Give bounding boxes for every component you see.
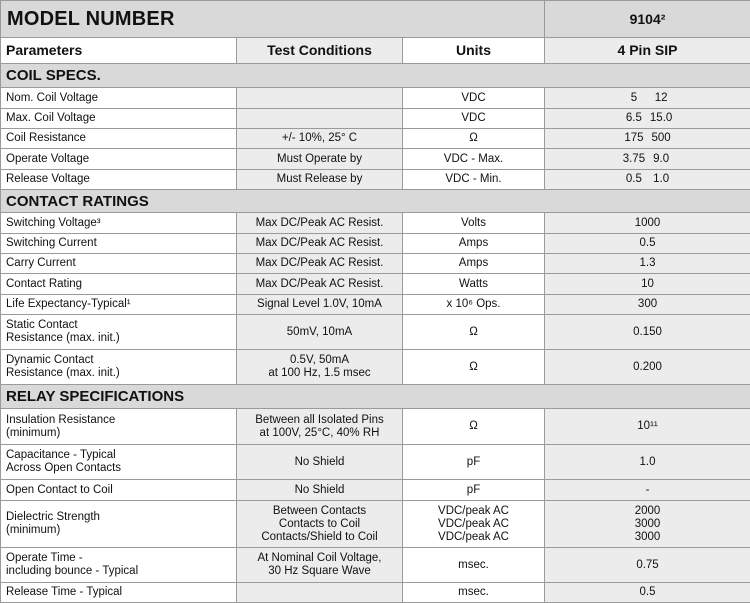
value-cell: 10 [545, 274, 750, 295]
condition-line: Between all Isolated Pins [255, 413, 384, 426]
section-relay-specifications [1, 385, 750, 409]
value-a: 3.75 [622, 152, 646, 165]
value-cell: 1000 [545, 213, 750, 234]
units-cell: Watts [403, 274, 545, 295]
condition-cell: Max DC/Peak AC Resist. [237, 274, 403, 295]
units-cell: msec. [403, 583, 545, 603]
value-b: 500 [651, 132, 671, 144]
param-line: (minimum) [6, 524, 61, 536]
param-cell: Max. Coil Voltage [1, 109, 237, 129]
param-cell: Contact Rating [1, 274, 237, 295]
units-cell: Ω [403, 350, 545, 385]
param-cell [1, 315, 237, 350]
table-row [1, 548, 750, 583]
units-cell: Ω [403, 409, 545, 445]
param-cell: Operate Voltage [1, 149, 237, 170]
param-line: Resistance (max. init.) [6, 332, 120, 344]
section-contact-ratings [1, 190, 750, 213]
param-cell: Coil Resistance [1, 129, 237, 149]
table-row [1, 129, 750, 149]
section-coil-specs [1, 64, 750, 88]
value-cell: 0.75 [545, 548, 750, 583]
units-cell: Ω [403, 315, 545, 350]
param-line: including bounce - Typical [6, 565, 139, 577]
value-a: 6.5 [625, 112, 642, 124]
condition-line: at 100 Hz, 1.5 msec [268, 367, 371, 379]
value-b: 15.0 [649, 112, 673, 124]
table-row [1, 109, 750, 129]
units-cell: Volts [403, 213, 545, 234]
value-cell: 1.0 [545, 445, 750, 480]
units-cell: pF [403, 445, 545, 480]
condition-cell [237, 109, 403, 129]
param-line: Across Open Contacts [6, 462, 122, 474]
value-line: 3000 [634, 530, 661, 543]
value-cell [545, 129, 750, 149]
value-a: 175 [624, 132, 644, 144]
value-a: 0.5 [625, 173, 642, 185]
value-cell: 0.150 [545, 315, 750, 350]
param-cell: Nom. Coil Voltage [1, 88, 237, 109]
column-header-row [1, 38, 750, 64]
table-row [1, 350, 750, 385]
table-row [1, 213, 750, 234]
value-cell: 300 [545, 295, 750, 315]
condition-line: At Nominal Coil Voltage, [257, 552, 382, 564]
param-line: Insulation Resistance [6, 413, 116, 426]
param-cell [1, 548, 237, 583]
header-parameters: Parameters [1, 38, 237, 64]
value-line: 3000 [634, 517, 661, 530]
section-title: RELAY SPECIFICATIONS [1, 385, 750, 409]
units-cell: msec. [403, 548, 545, 583]
value-cell: 0.5 [545, 583, 750, 603]
table-row [1, 149, 750, 170]
param-cell: Release Time - Typical [1, 583, 237, 603]
table-row [1, 254, 750, 274]
table-row [1, 445, 750, 480]
value-cell: 0.200 [545, 350, 750, 385]
condition-cell: No Shield [237, 480, 403, 501]
condition-line: Between Contacts [272, 504, 367, 517]
value-cell [545, 109, 750, 129]
value-cell [545, 170, 750, 190]
param-cell [1, 501, 237, 548]
param-cell [1, 409, 237, 445]
units-cell: VDC [403, 88, 545, 109]
value-cell [545, 501, 750, 548]
condition-cell: No Shield [237, 445, 403, 480]
units-cell: Ω [403, 129, 545, 149]
param-cell [1, 445, 237, 480]
value-cell [545, 88, 750, 109]
units-cell: VDC - Max. [403, 149, 545, 170]
value-cell: - [545, 480, 750, 501]
condition-line: Contacts/Shield to Coil [261, 530, 378, 543]
condition-cell: Max DC/Peak AC Resist. [237, 254, 403, 274]
param-line: Resistance (max. init.) [6, 367, 120, 379]
condition-cell [237, 88, 403, 109]
param-line: Static Contact [6, 319, 78, 331]
condition-cell: +/- 10%, 25° C [237, 129, 403, 149]
value-b: 1.0 [653, 173, 670, 185]
units-cell: VDC - Min. [403, 170, 545, 190]
header-package: 4 Pin SIP [545, 38, 750, 64]
value-cell: 10¹¹ [545, 409, 750, 445]
condition-cell: Signal Level 1.0V, 10mA [237, 295, 403, 315]
section-title: CONTACT RATINGS [1, 190, 750, 213]
condition-cell [237, 350, 403, 385]
units-cell: Amps [403, 254, 545, 274]
table-row [1, 295, 750, 315]
param-line: Operate Time - [6, 552, 83, 564]
value-cell [545, 149, 750, 170]
value-a: 5 [630, 91, 638, 104]
condition-cell: Max DC/Peak AC Resist. [237, 213, 403, 234]
table-row [1, 501, 750, 548]
param-cell: Switching Current [1, 234, 237, 254]
table-row [1, 315, 750, 350]
value-line: 2000 [634, 504, 661, 517]
table-row [1, 583, 750, 603]
condition-line: 30 Hz Square Wave [268, 565, 371, 577]
table-row [1, 480, 750, 501]
condition-cell: Must Operate by [237, 149, 403, 170]
table-row [1, 170, 750, 190]
header-test-conditions: Test Conditions [237, 38, 403, 64]
units-cell: Amps [403, 234, 545, 254]
param-cell [1, 350, 237, 385]
model-number-value: 9104² [545, 1, 750, 38]
value-b: 12 [654, 91, 668, 104]
condition-line: at 100V, 25°C, 40% RH [259, 426, 380, 439]
units-cell: x 10⁶ Ops. [403, 295, 545, 315]
title-row [1, 1, 750, 38]
condition-cell [237, 501, 403, 548]
units-cell: pF [403, 480, 545, 501]
header-units: Units [403, 38, 545, 64]
param-line: Dielectric Strength [6, 511, 100, 523]
value-cell: 1.3 [545, 254, 750, 274]
value-b: 9.0 [653, 152, 670, 165]
param-cell: Carry Current [1, 254, 237, 274]
section-title: COIL SPECS. [1, 64, 750, 88]
param-cell: Life Expectancy-Typical¹ [1, 295, 237, 315]
units-line: VDC/peak AC [438, 530, 509, 543]
param-line: Capacitance - Typical [6, 449, 116, 461]
table-row [1, 88, 750, 109]
condition-cell: Max DC/Peak AC Resist. [237, 234, 403, 254]
units-cell [403, 501, 545, 548]
condition-cell [237, 583, 403, 603]
param-cell: Release Voltage [1, 170, 237, 190]
value-cell: 0.5 [545, 234, 750, 254]
condition-line: 0.5V, 50mA [289, 354, 350, 366]
table-row [1, 409, 750, 445]
condition-cell [237, 548, 403, 583]
units-cell: VDC [403, 109, 545, 129]
condition-cell: Must Release by [237, 170, 403, 190]
condition-cell: 50mV, 10mA [237, 315, 403, 350]
param-cell: Switching Voltage³ [1, 213, 237, 234]
param-cell: Open Contact to Coil [1, 480, 237, 501]
units-line: VDC/peak AC [438, 517, 509, 530]
table-row [1, 234, 750, 254]
model-number-label: MODEL NUMBER [1, 1, 545, 38]
condition-line: Contacts to Coil [278, 517, 361, 530]
table-row [1, 274, 750, 295]
units-line: VDC/peak AC [438, 504, 509, 517]
param-line: (minimum) [6, 426, 61, 439]
condition-cell [237, 409, 403, 445]
param-line: Dynamic Contact [6, 354, 94, 366]
